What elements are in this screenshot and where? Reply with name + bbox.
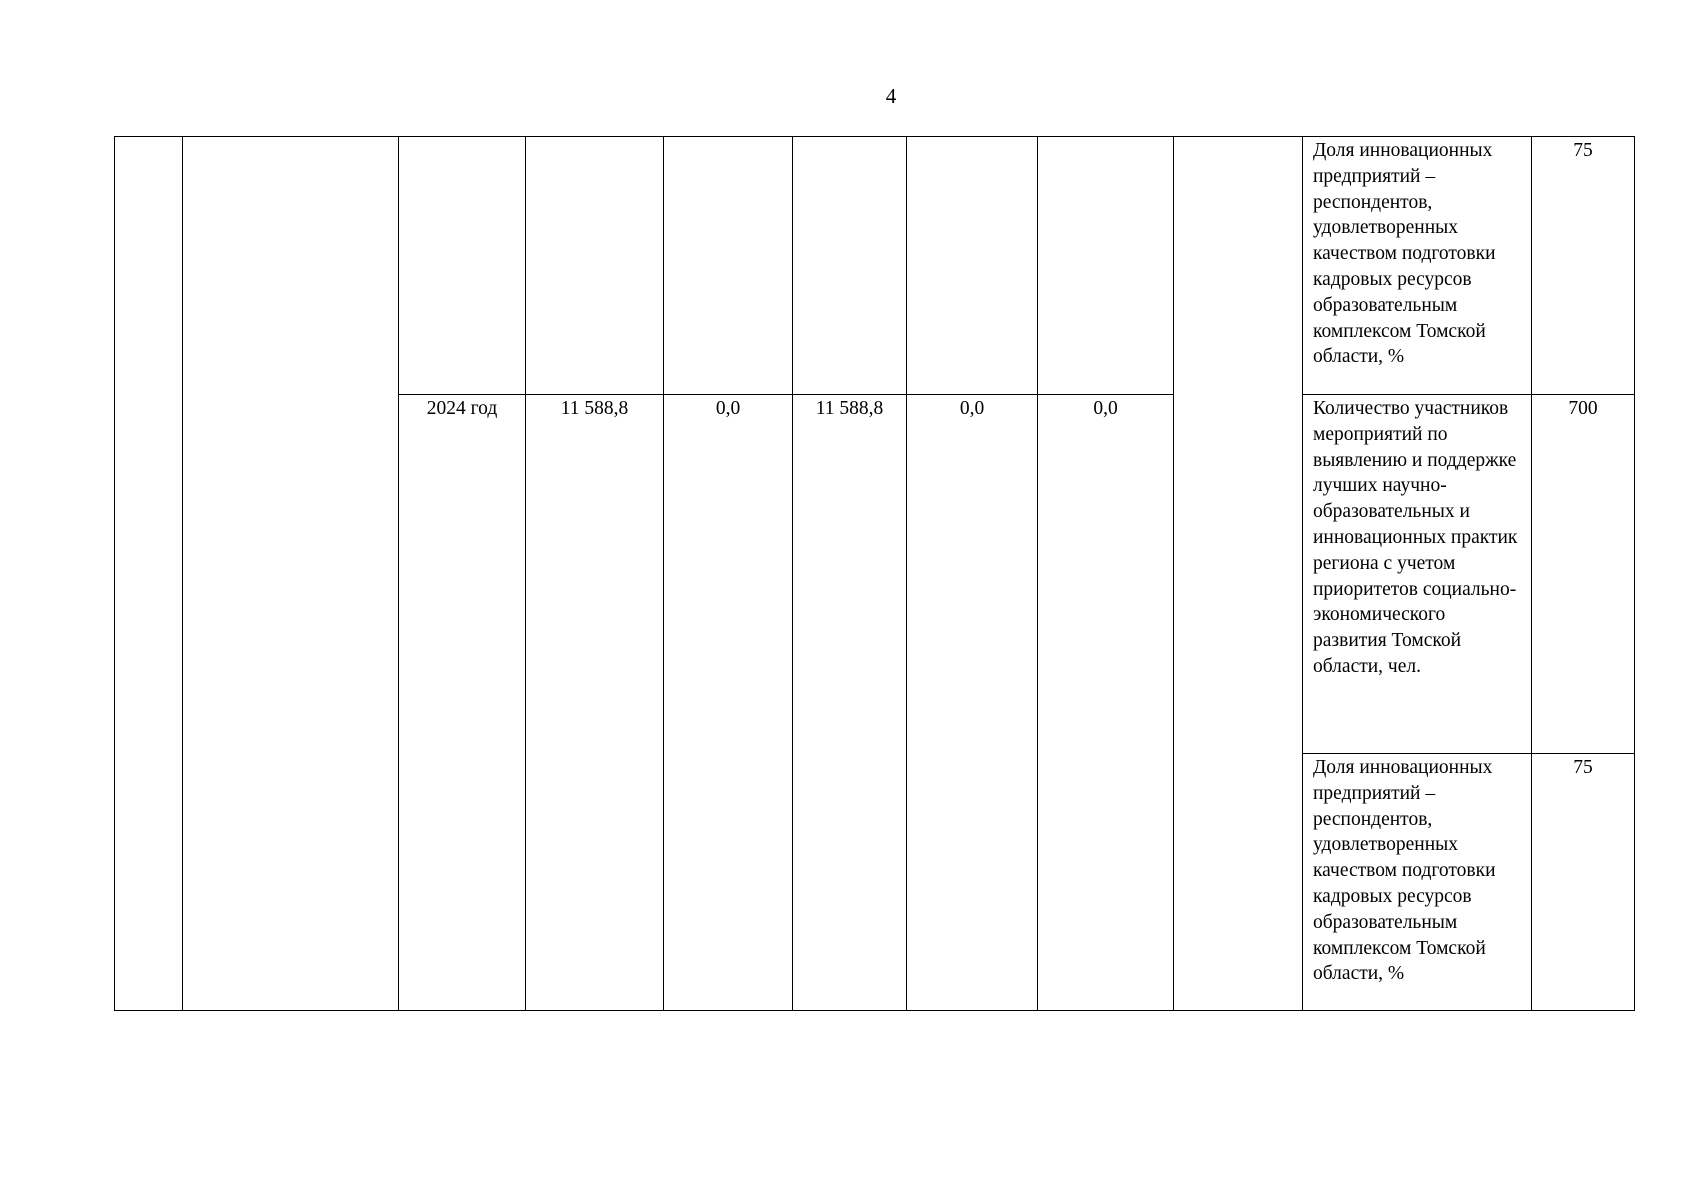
extrabudgetary-cell [1038, 137, 1174, 395]
indicator-value-cell: 700 [1532, 395, 1635, 754]
regional-budget-cell [793, 137, 907, 395]
table-row [115, 137, 1635, 395]
local-budget-cell [907, 137, 1038, 395]
regional-budget-cell: 11 588,8 [793, 395, 907, 1011]
executor-cell [1174, 137, 1303, 1011]
total-funding-cell [526, 137, 664, 395]
extrabudgetary-cell: 0,0 [1038, 395, 1174, 1011]
total-funding-cell: 11 588,8 [526, 395, 664, 1011]
federal-budget-cell [664, 137, 793, 395]
year-cell [399, 137, 526, 395]
program-indicators-table [114, 136, 1635, 1011]
indicator-name-cell: Количество участников мероприятий по выявлению и поддержке лучших научно-образовательных и инновационных практик региона с учетом приоритетов социально-экономического развития Томской области, чел. [1303, 395, 1532, 754]
year-cell: 2024 год [399, 395, 526, 1011]
indicator-name-cell: Доля инновационных предприятий – респондентов, удовлетворенных качеством подготовки кадровых ресурсов образовательным комплексом Томской области, % [1303, 754, 1532, 1011]
page-number: 4 [885, 84, 897, 108]
indicator-name-cell: Доля инновационных предприятий – респондентов, удовлетворенных качеством подготовки кадровых ресурсов образовательным комплексом Томской области, % [1303, 137, 1532, 395]
federal-budget-cell: 0,0 [664, 395, 793, 1011]
indicator-value-cell: 75 [1532, 137, 1635, 395]
task-name-cell [183, 137, 399, 1011]
indicator-value-cell: 75 [1532, 754, 1635, 1011]
local-budget-cell: 0,0 [907, 395, 1038, 1011]
row-number-cell [115, 137, 183, 1011]
